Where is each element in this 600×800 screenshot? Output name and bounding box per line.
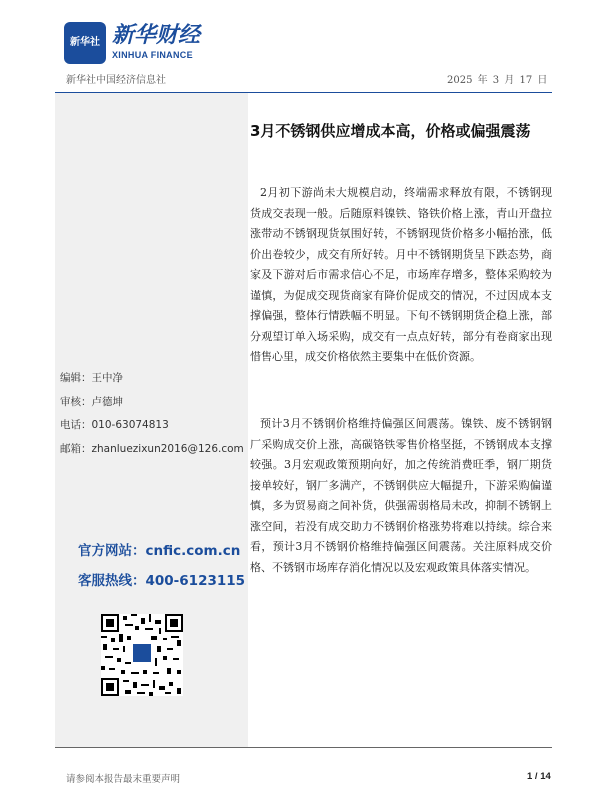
footer-divider [55, 747, 552, 748]
brand-cn: 新华财经 [112, 22, 201, 48]
disclaimer-note: 请参阅本报告最末重要声明 [66, 774, 181, 785]
reviewer: 审核：卢德坤 [60, 396, 123, 408]
phone: 电话：010-63074813 [60, 419, 169, 431]
logo-text: 新华社 [70, 37, 100, 48]
qr-code-icon [101, 614, 183, 696]
brand-en: XINHUA FINANCE [112, 50, 193, 60]
hotline: 客服热线：400-6123115 [78, 573, 246, 589]
email[interactable]: 邮箱：zhanluezixun2016@126.com [60, 443, 244, 455]
brand [112, 22, 200, 60]
report-date: 2025 年 3 月 17 日 [447, 75, 548, 86]
xinhua-logo-icon [64, 22, 106, 64]
publisher: 新华社中国经济信息社 [66, 75, 166, 86]
article-title: 3月不锈钢供应增成本高，价格或偏强震荡 [250, 122, 531, 140]
editor: 编辑：王中净 [60, 372, 123, 384]
article-paragraph-1: 2月初下游尚未大规模启动，终端需求释放有限，不锈钢现货成交表现一般。后随原料镍铁、铬铁价格上涨，青山开盘拉涨带动不锈钢现货氛围好转，不锈钢现货价格多小幅抬涨，低价出卷较少，成交有所好转。月中不锈钢期货呈下跌态势，商家及下游对后市需求信心不足，市场库存增多，整体采购较为谨慎，为促成交现货商家有降价促成交的情况，不过因成本支撑偏强，整体行情跌幅不明显。下旬不锈钢期货企稳上涨，部分观望订单入场采购，成交有一点点好转，部分有卷商家出现惜售心里，成交价格依然主要集中在低价资源。 [250, 186, 552, 363]
page-number: 1 / 14 [527, 771, 551, 782]
website-link[interactable]: 官方网站：cnfic.com.cn [78, 543, 241, 559]
article-paragraph-2: 预计3月不锈钢价格维持偏强区间震荡。镍铁、废不锈钢钢厂采购成交价上涨，高碳铬铁零售价格坚挺，不锈钢成本支撑较强。3月宏观政策预期向好，加之传统消费旺季，钢厂期货接单较好，钢厂多满产，不锈钢供应大幅提升，下游采购偏谨慎，多为贸易商之间补货，供强需弱格局未改，抑制不锈钢上涨空间，若没有成交助力不锈钢价格涨势将难以持续。综合来看，预计3月不锈钢价格维持偏强区间震荡。关注原料成交价格、不锈钢市场库存消化情况以及宏观政策具体落实情况。 [250, 417, 552, 574]
